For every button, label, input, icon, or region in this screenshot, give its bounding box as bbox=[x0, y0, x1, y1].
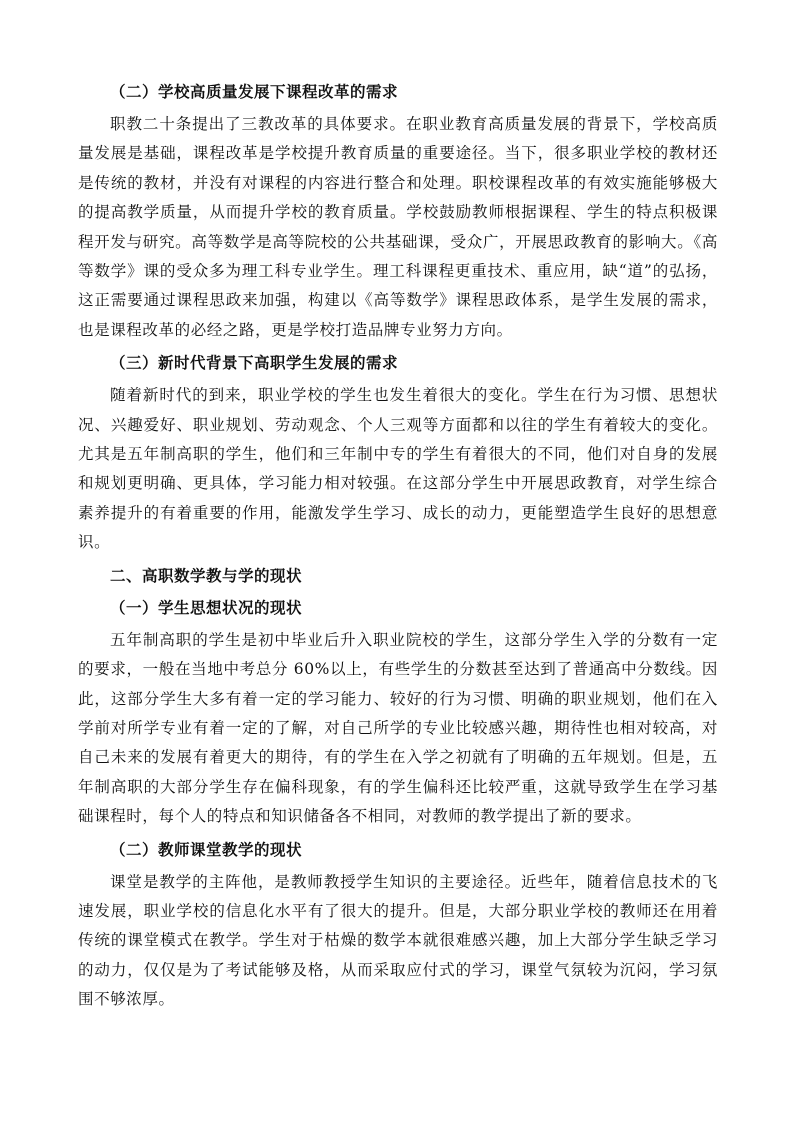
document-page bbox=[78, 78, 718, 1019]
section-heading-3-2: （二）教师课堂教学的现状 bbox=[110, 840, 303, 859]
chapter-heading-2: 二、高职数学教与学的现状 bbox=[110, 566, 303, 585]
section-paragraph-3-2: 课堂是教学的主阵他，是教师教授学生知识的主要途径。近些年，随着信息技术的飞速发展，职业学校的信息化水平有了很大的提升。但是，大部分职业学校的教师还在用着传统的课堂模式在教学。学生对于枯燥的数学本就很难感兴趣，加上大部分学生缺乏学习的动力，仅仅是为了考试能够及格，从而采取应付式的学习，课堂气氛较为沉闷，学习氛围不够浓厚。 bbox=[78, 872, 718, 1009]
section-heading-2-2: （二）学校高质量发展下课程改革的需求 bbox=[110, 83, 399, 101]
section-paragraph-3-1: 五年制高职的学生是初中毕业后升入职业院校的学生，这部分学生入学的分数有一定的要求，一般在当地中考总分 60%以上，有些学生的分数甚至达到了普通高中分数线。因此，这部分学生大多有着一定的学习能力、较好的行为习惯、明确的职业规划，他们在入学前对所学专业有着一定的了解，对自己所学的专业比较感兴趣，期待性也相对较高，对自己未来的发展有着更大的期待，有的学生在入学之初就有了明确的五年规划。但是，五年制高职的大部分学生存在偏科现象，有的学生偏科还比较严重，这就导致学生在学习基础课程时，每个人的特点和知识储备各不相同，对教师的教学提出了新的要求。 bbox=[78, 630, 718, 826]
section-paragraph-2-3: 随着新时代的到来，职业学校的学生也发生着很大的变化。学生在行为习惯、思想状况、兴趣爱好、职业规划、劳动观念、个人三观等方面都和以往的学生有着较大的变化。尤其是五年制高职的学生，他们和三年制中专的学生有着很大的不同，他们对自身的发展和规划更明确、更具体，学习能力相对较强。在这部分学生中开展思政教育，对学生综合素养提升的有着重要的作用，能激发学生学习、成长的动力，更能塑造学生良好的思想意识。 bbox=[78, 386, 718, 552]
section-heading-3-1: （一）学生思想状况的现状 bbox=[110, 598, 303, 617]
section-heading-2-3: （三）新时代背景下高职学生发展的需求 bbox=[110, 354, 399, 373]
section-paragraph-2-2: 职教二十条提出了三教改革的具体要求。在职业教育高质量发展的背景下，学校高质量发展是基础，课程改革是学校提升教育质量的重要途径。当下，很多职业学校的教材还是传统的教材，并没有对课程的内容进行整合和处理。职校课程改革的有效实施能够极大的提高教学质量，从而提升学校的教育质量。学校鼓励教师根据课程、学生的特点积极课程开发与研究。高等数学是高等院校的公共基础课，受众广，开展思政教育的影响大。《高等数学》课的受众多为理工科专业学生。理工科课程更重技术、重应用，缺“道”的弘扬，这正需要通过课程思政来加强，构建以《高等数学》课程思政体系，是学生发展的需求，也是课程改革的必经之路，更是学校打造品牌专业努力方向。 bbox=[78, 115, 718, 339]
